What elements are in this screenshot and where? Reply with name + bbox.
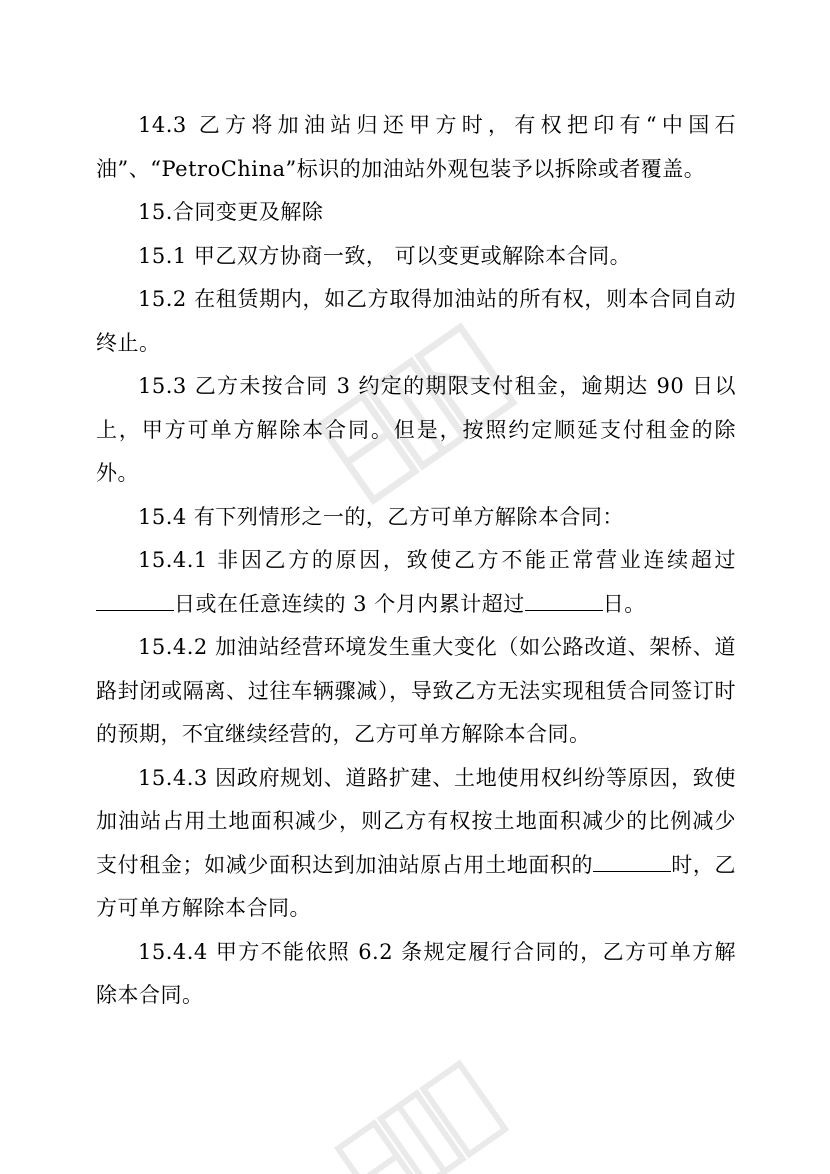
clause-15-4-3 [96,757,736,931]
clause-15-1: 15.1 甲乙双方协商一致， 可以变更或解除本合同。 [138,243,632,268]
clause-15-4-1 [96,539,736,626]
clause-15-4-3-text-b: 时，乙方可单方解除本合同。 [96,852,737,920]
clause-15-4-1-text-c: 日。 [602,591,646,616]
clause-15-4: 15.4 有下列情形之一的，乙方可单方解除本合同： [138,504,624,529]
contract-body [96,104,736,1018]
fill-blank-days-1 [96,609,174,611]
clause-15-4-2: 15.4.2 加油站经营环境发生重大变化（如公路改道、架桥、道路封闭或隔离、过往车辆骤减），导致乙方无法实现租赁合同签订时的预期，不宜继续经营的，乙方可单方解除本合同。 [96,635,736,746]
clause-14-3: 14.3 乙方将加油站归还甲方时，有权把印有“中国石油”、“PetroChina”标识的加油站外观包装予以拆除或者覆盖。 [96,113,736,181]
clause-15-4-3-text-a: 15.4.3 因政府规划、道路扩建、土地使用权纠纷等原因，致使加油站占用土地面积减少，则乙方有权按土地面积减少的比例减少支付租金；如减少面积达到加油站原占用土地面积的 [96,765,736,877]
clause-15-3: 15.3 乙方未按合同 3 约定的期限支付租金，逾期达 90 日以上，甲方可单方解除本合同。但是，按照约定顺延支付租金的除外。 [96,374,736,485]
section-15-heading: 15.合同变更及解除 [138,200,324,224]
clause-15-4-4: 15.4.4 甲方不能依照 6.2 条规定履行合同的，乙方可单方解除本合同。 [96,939,736,1007]
clause-15-2: 15.2 在租赁期内，如乙方取得加油站的所有权，则本合同自动终止。 [96,287,736,355]
clause-15-4-1-text-a: 15.4.1 非因乙方的原因，致使乙方不能正常营业连续超过 [138,548,736,572]
clause-15-4-1-text-b: 日或在任意连续的 3 个月内累计超过 [174,591,525,616]
fill-blank-area-ratio [593,870,671,872]
fill-blank-days-2 [525,609,603,611]
watermark-logo-bottom [310,1040,530,1174]
